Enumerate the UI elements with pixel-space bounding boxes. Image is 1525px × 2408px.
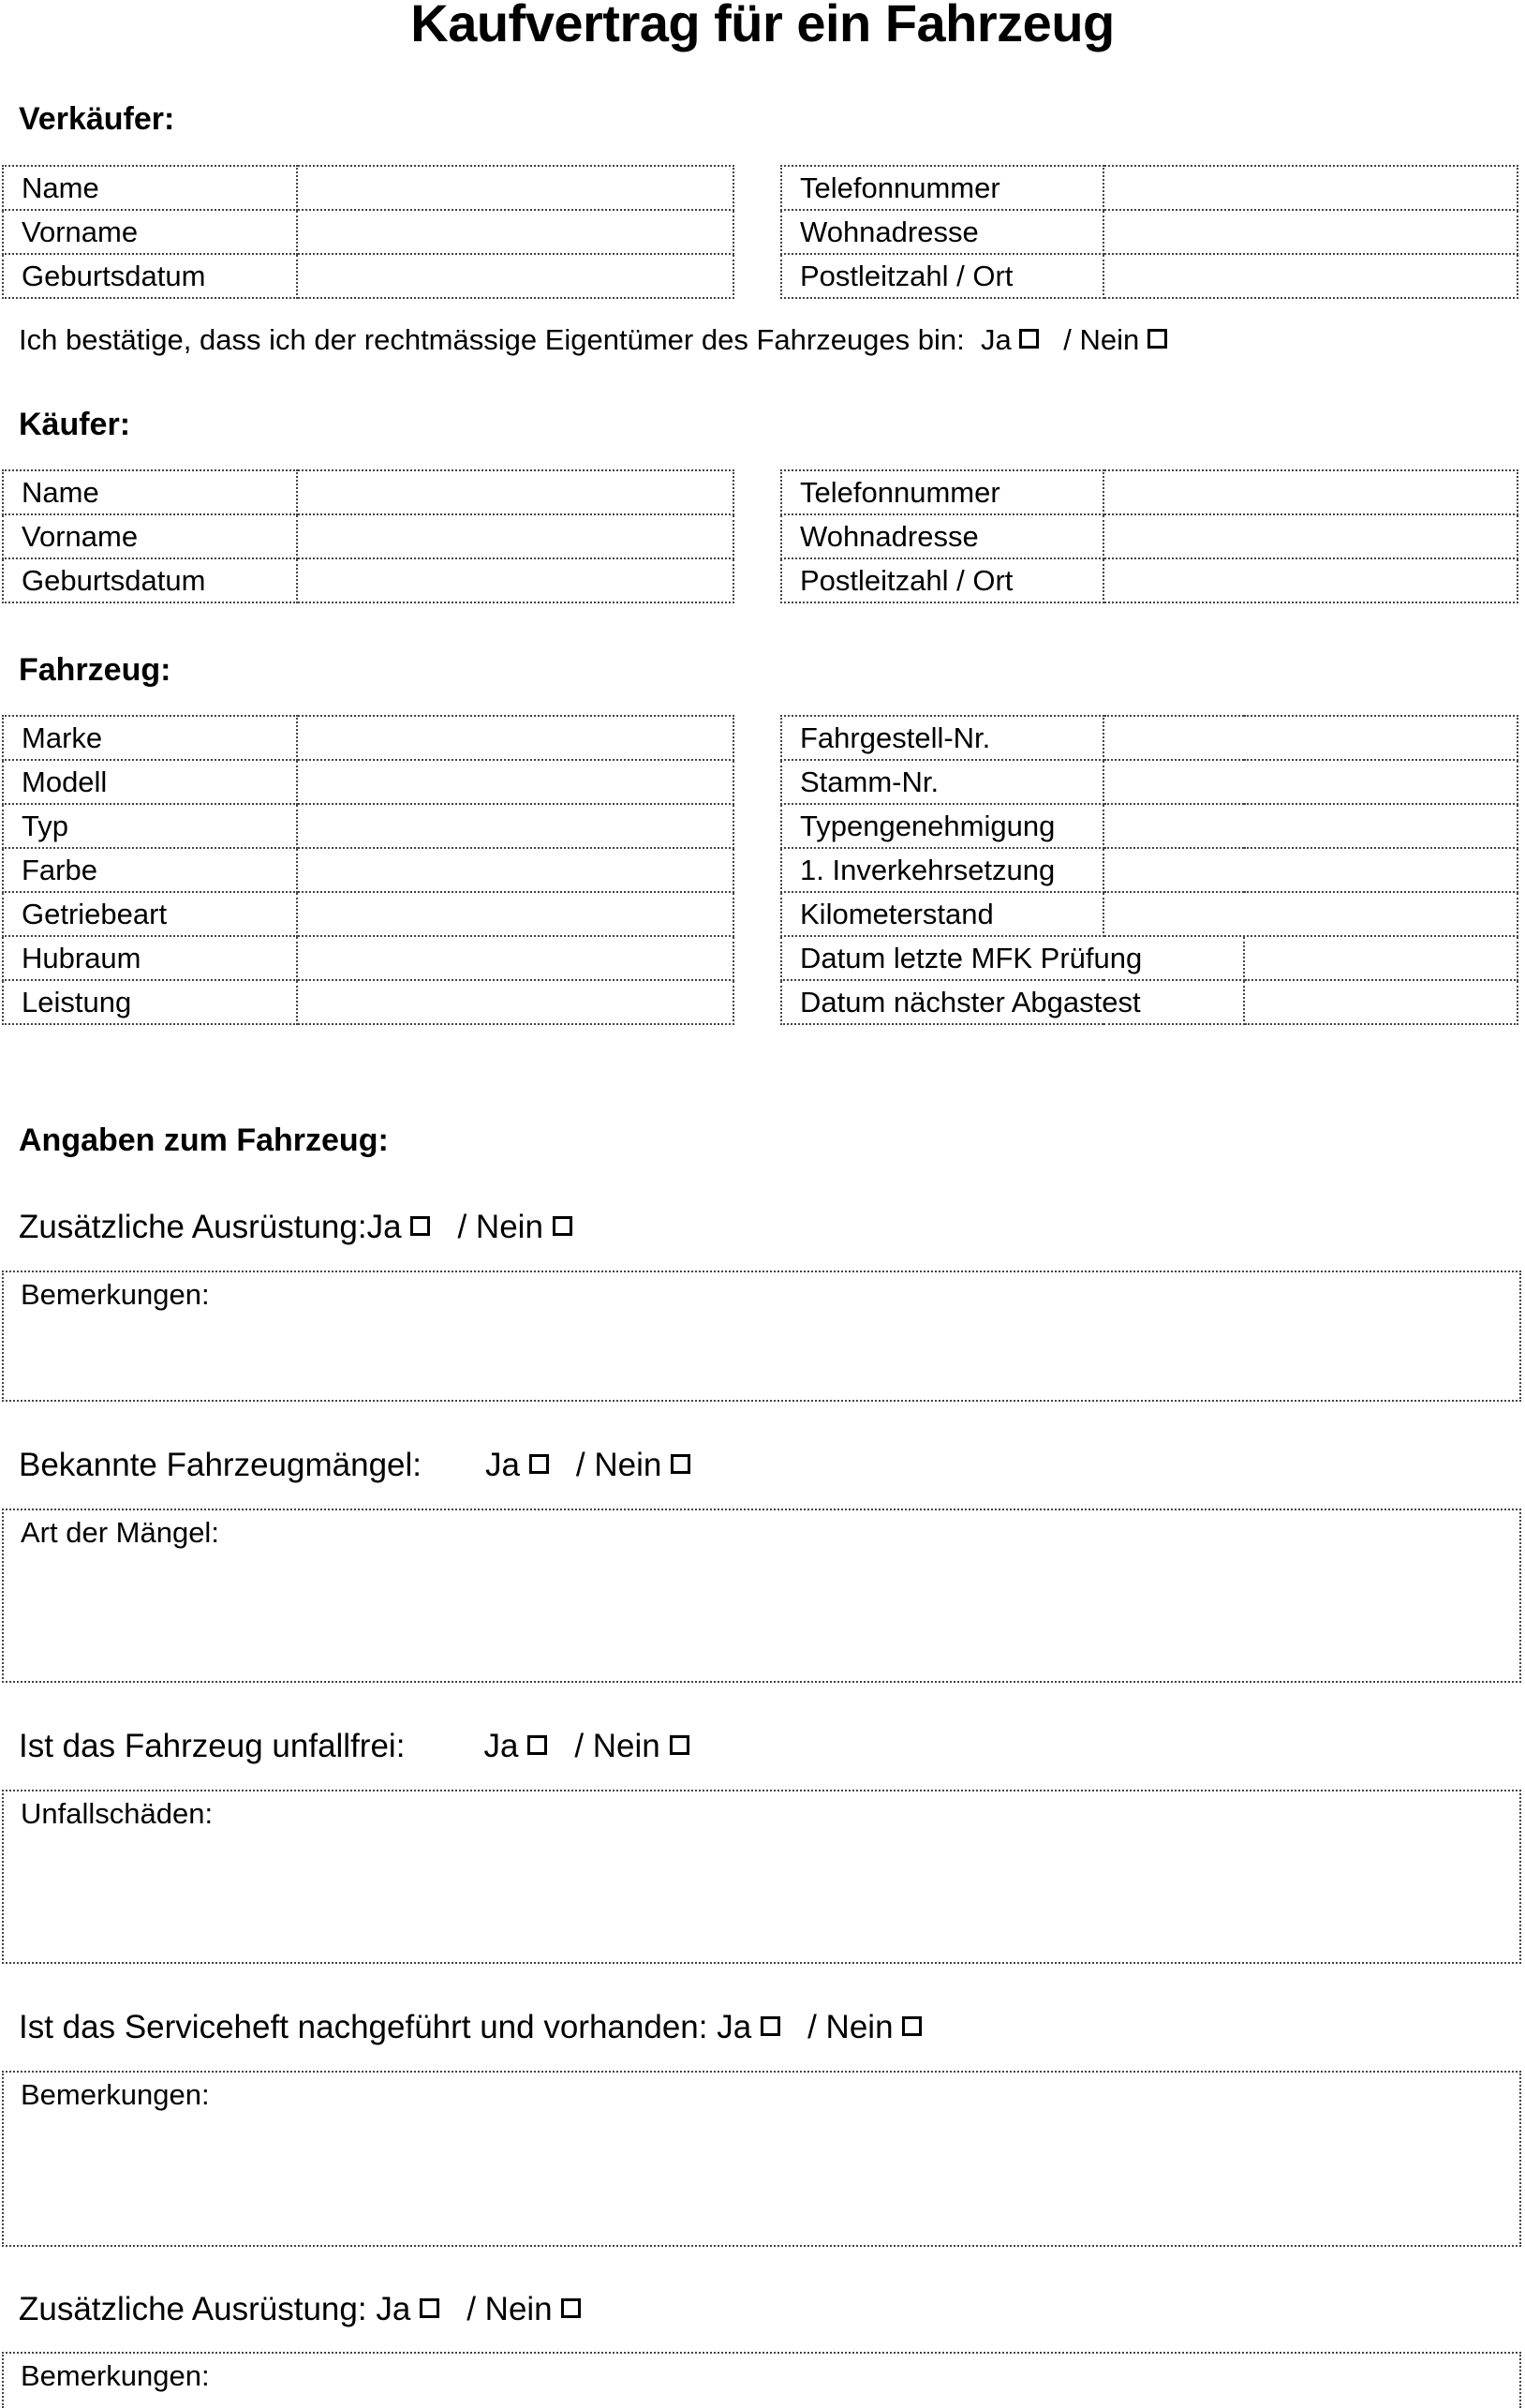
no-label: / Nein (457, 1209, 543, 1245)
field-label: Getriebeart (3, 892, 297, 936)
seller-birthdate-input[interactable] (297, 254, 733, 298)
field-label: Postleitzahl / Ort (781, 558, 1103, 602)
accident-free-yes-checkbox[interactable] (527, 1735, 547, 1755)
question-accident-free (19, 1728, 689, 1765)
table-row (3, 716, 733, 760)
field-label: Marke (3, 716, 297, 760)
vehicle-transmission-input[interactable] (297, 892, 733, 936)
seller-heading: Verkäufer: (19, 101, 175, 137)
vehicle-right-table (780, 715, 1518, 1025)
table-row (781, 848, 1518, 892)
table-row (3, 470, 733, 514)
table-row (781, 210, 1518, 254)
service-book-no-checkbox[interactable] (902, 2016, 922, 2036)
accident-damage-box[interactable] (2, 1790, 1521, 1964)
document-title: Kaufvertrag für ein Fahrzeug (410, 0, 1115, 52)
seller-name-input[interactable] (297, 166, 733, 210)
owner-no-checkbox[interactable] (1147, 329, 1167, 349)
question-label: Ist das Fahrzeug unfallfrei: (19, 1728, 406, 1764)
field-label: Postleitzahl / Ort (781, 254, 1103, 298)
table-row (781, 980, 1518, 1024)
field-label: Kilometerstand (781, 892, 1103, 936)
additional-equipment-yes-checkbox[interactable] (410, 1216, 430, 1236)
table-row (3, 804, 733, 848)
field-label: Geburtsdatum (3, 558, 297, 602)
known-defects-no-checkbox[interactable] (671, 1454, 690, 1474)
table-row (3, 936, 733, 980)
owner-statement-line (19, 323, 1167, 357)
yes-label: Ja (366, 1209, 402, 1245)
field-label: Datum letzte MFK Prüfung (781, 936, 1244, 980)
remarks-box[interactable] (2, 2352, 1521, 2408)
table-row (781, 716, 1518, 760)
yes-label: Ja (717, 2009, 752, 2045)
seller-address-input[interactable] (1103, 210, 1518, 254)
seller-phone-input[interactable] (1103, 166, 1518, 210)
field-label: Farbe (3, 848, 297, 892)
field-label: Vorname (3, 210, 297, 254)
buyer-address-input[interactable] (1103, 514, 1518, 558)
buyer-name-input[interactable] (297, 470, 733, 514)
buyer-birthdate-input[interactable] (297, 558, 733, 602)
field-label: Wohnadresse (781, 514, 1103, 558)
buyer-phone-input[interactable] (1103, 470, 1518, 514)
known-defects-yes-checkbox[interactable] (529, 1454, 549, 1474)
vehicle-mileage-input[interactable] (1103, 892, 1518, 936)
details-heading: Angaben zum Fahrzeug: (19, 1122, 389, 1158)
seller-left-table (2, 165, 734, 299)
table-row (3, 210, 733, 254)
question-label: Zusätzliche Ausrüstung: (19, 2291, 367, 2327)
field-label: Name (3, 166, 297, 210)
table-row (781, 558, 1518, 602)
field-label: Modell (3, 760, 297, 804)
field-label: Telefonnummer (781, 166, 1103, 210)
remarks-label: Bemerkungen: (21, 2078, 210, 2111)
table-row (3, 254, 733, 298)
defects-label: Art der Mängel: (21, 1516, 219, 1549)
question-known-defects (19, 1447, 690, 1484)
remarks-box[interactable] (2, 2071, 1521, 2247)
additional-equipment-no-checkbox[interactable] (553, 1216, 572, 1236)
question-label: Bekannte Fahrzeugmängel: (19, 1447, 422, 1483)
buyer-heading: Käufer: (19, 407, 131, 442)
vehicle-model-input[interactable] (297, 760, 733, 804)
remarks-box[interactable] (2, 1271, 1521, 1402)
vehicle-brand-input[interactable] (297, 716, 733, 760)
question-label: Zusätzliche Ausrüstung: (19, 1209, 367, 1245)
question-service-book (19, 2009, 922, 2046)
yes-label: Ja (981, 323, 1012, 356)
field-label: Fahrgestell-Nr. (781, 716, 1103, 760)
buyer-left-table (2, 469, 734, 603)
field-label: 1. Inverkehrsetzung (781, 848, 1103, 892)
question-additional-equipment (19, 1209, 572, 1246)
field-label: Telefonnummer (781, 470, 1103, 514)
table-row (3, 514, 733, 558)
accident-free-no-checkbox[interactable] (670, 1735, 689, 1755)
no-label: / Nein (466, 2291, 553, 2327)
vehicle-color-input[interactable] (297, 848, 733, 892)
table-row (781, 760, 1518, 804)
table-row (781, 804, 1518, 848)
defects-box[interactable] (2, 1509, 1521, 1683)
question-additional-equipment-2 (19, 2291, 581, 2328)
field-label: Stamm-Nr. (781, 760, 1103, 804)
vehicle-power-input[interactable] (297, 980, 733, 1024)
no-label: / Nein (575, 1447, 662, 1483)
owner-yes-checkbox[interactable] (1019, 329, 1039, 349)
seller-right-table (780, 165, 1518, 299)
seller-zip-city-input[interactable] (1103, 254, 1518, 298)
vehicle-type-input[interactable] (297, 804, 733, 848)
field-label: Wohnadresse (781, 210, 1103, 254)
yes-label: Ja (376, 2291, 411, 2327)
vehicle-last-mfk-input[interactable] (1244, 936, 1518, 980)
vehicle-type-approval-input[interactable] (1103, 804, 1518, 848)
yes-label: Ja (485, 1447, 520, 1483)
remarks-label: Bemerkungen: (21, 1278, 210, 1311)
field-label: Vorname (3, 514, 297, 558)
table-row (3, 892, 733, 936)
field-label: Leistung (3, 980, 297, 1024)
field-label: Name (3, 470, 297, 514)
vehicle-next-emission-test-input[interactable] (1244, 980, 1518, 1024)
vehicle-chassis-number-input[interactable] (1103, 716, 1518, 760)
table-row (781, 892, 1518, 936)
additional-equipment-2-yes-checkbox[interactable] (420, 2298, 439, 2318)
vehicle-displacement-input[interactable] (297, 936, 733, 980)
question-label: Ist das Serviceheft nachgeführt und vorhanden: (19, 2009, 708, 2045)
buyer-right-table (780, 469, 1518, 603)
table-row (3, 848, 733, 892)
table-row (781, 936, 1518, 980)
vehicle-stamm-number-input[interactable] (1103, 760, 1518, 804)
table-row (3, 980, 733, 1024)
service-book-yes-checkbox[interactable] (761, 2016, 780, 2036)
no-label: / Nein (807, 2009, 894, 2045)
table-row (781, 254, 1518, 298)
remarks-label: Bemerkungen: (21, 2359, 210, 2392)
vehicle-heading: Fahrzeug: (19, 652, 171, 688)
table-row (3, 558, 733, 602)
buyer-firstname-input[interactable] (297, 514, 733, 558)
field-label: Hubraum (3, 936, 297, 980)
table-row (3, 760, 733, 804)
vehicle-left-table (2, 715, 734, 1025)
additional-equipment-2-no-checkbox[interactable] (561, 2298, 581, 2318)
field-label: Geburtsdatum (3, 254, 297, 298)
field-label: Typ (3, 804, 297, 848)
field-label: Typengenehmigung (781, 804, 1103, 848)
no-label: / Nein (574, 1728, 660, 1764)
table-row (781, 470, 1518, 514)
seller-firstname-input[interactable] (297, 210, 733, 254)
owner-statement: Ich bestätige, dass ich der rechtmässige Eigentümer des Fahrzeuges bin: (19, 323, 965, 356)
vehicle-first-registration-input[interactable] (1103, 848, 1518, 892)
yes-label: Ja (483, 1728, 519, 1764)
table-row (781, 514, 1518, 558)
table-row (781, 166, 1518, 210)
field-label: Datum nächster Abgastest (781, 980, 1244, 1024)
no-label: / Nein (1063, 323, 1140, 356)
table-row (3, 166, 733, 210)
accident-damage-label: Unfallschäden: (21, 1797, 214, 1830)
buyer-zip-city-input[interactable] (1103, 558, 1518, 602)
